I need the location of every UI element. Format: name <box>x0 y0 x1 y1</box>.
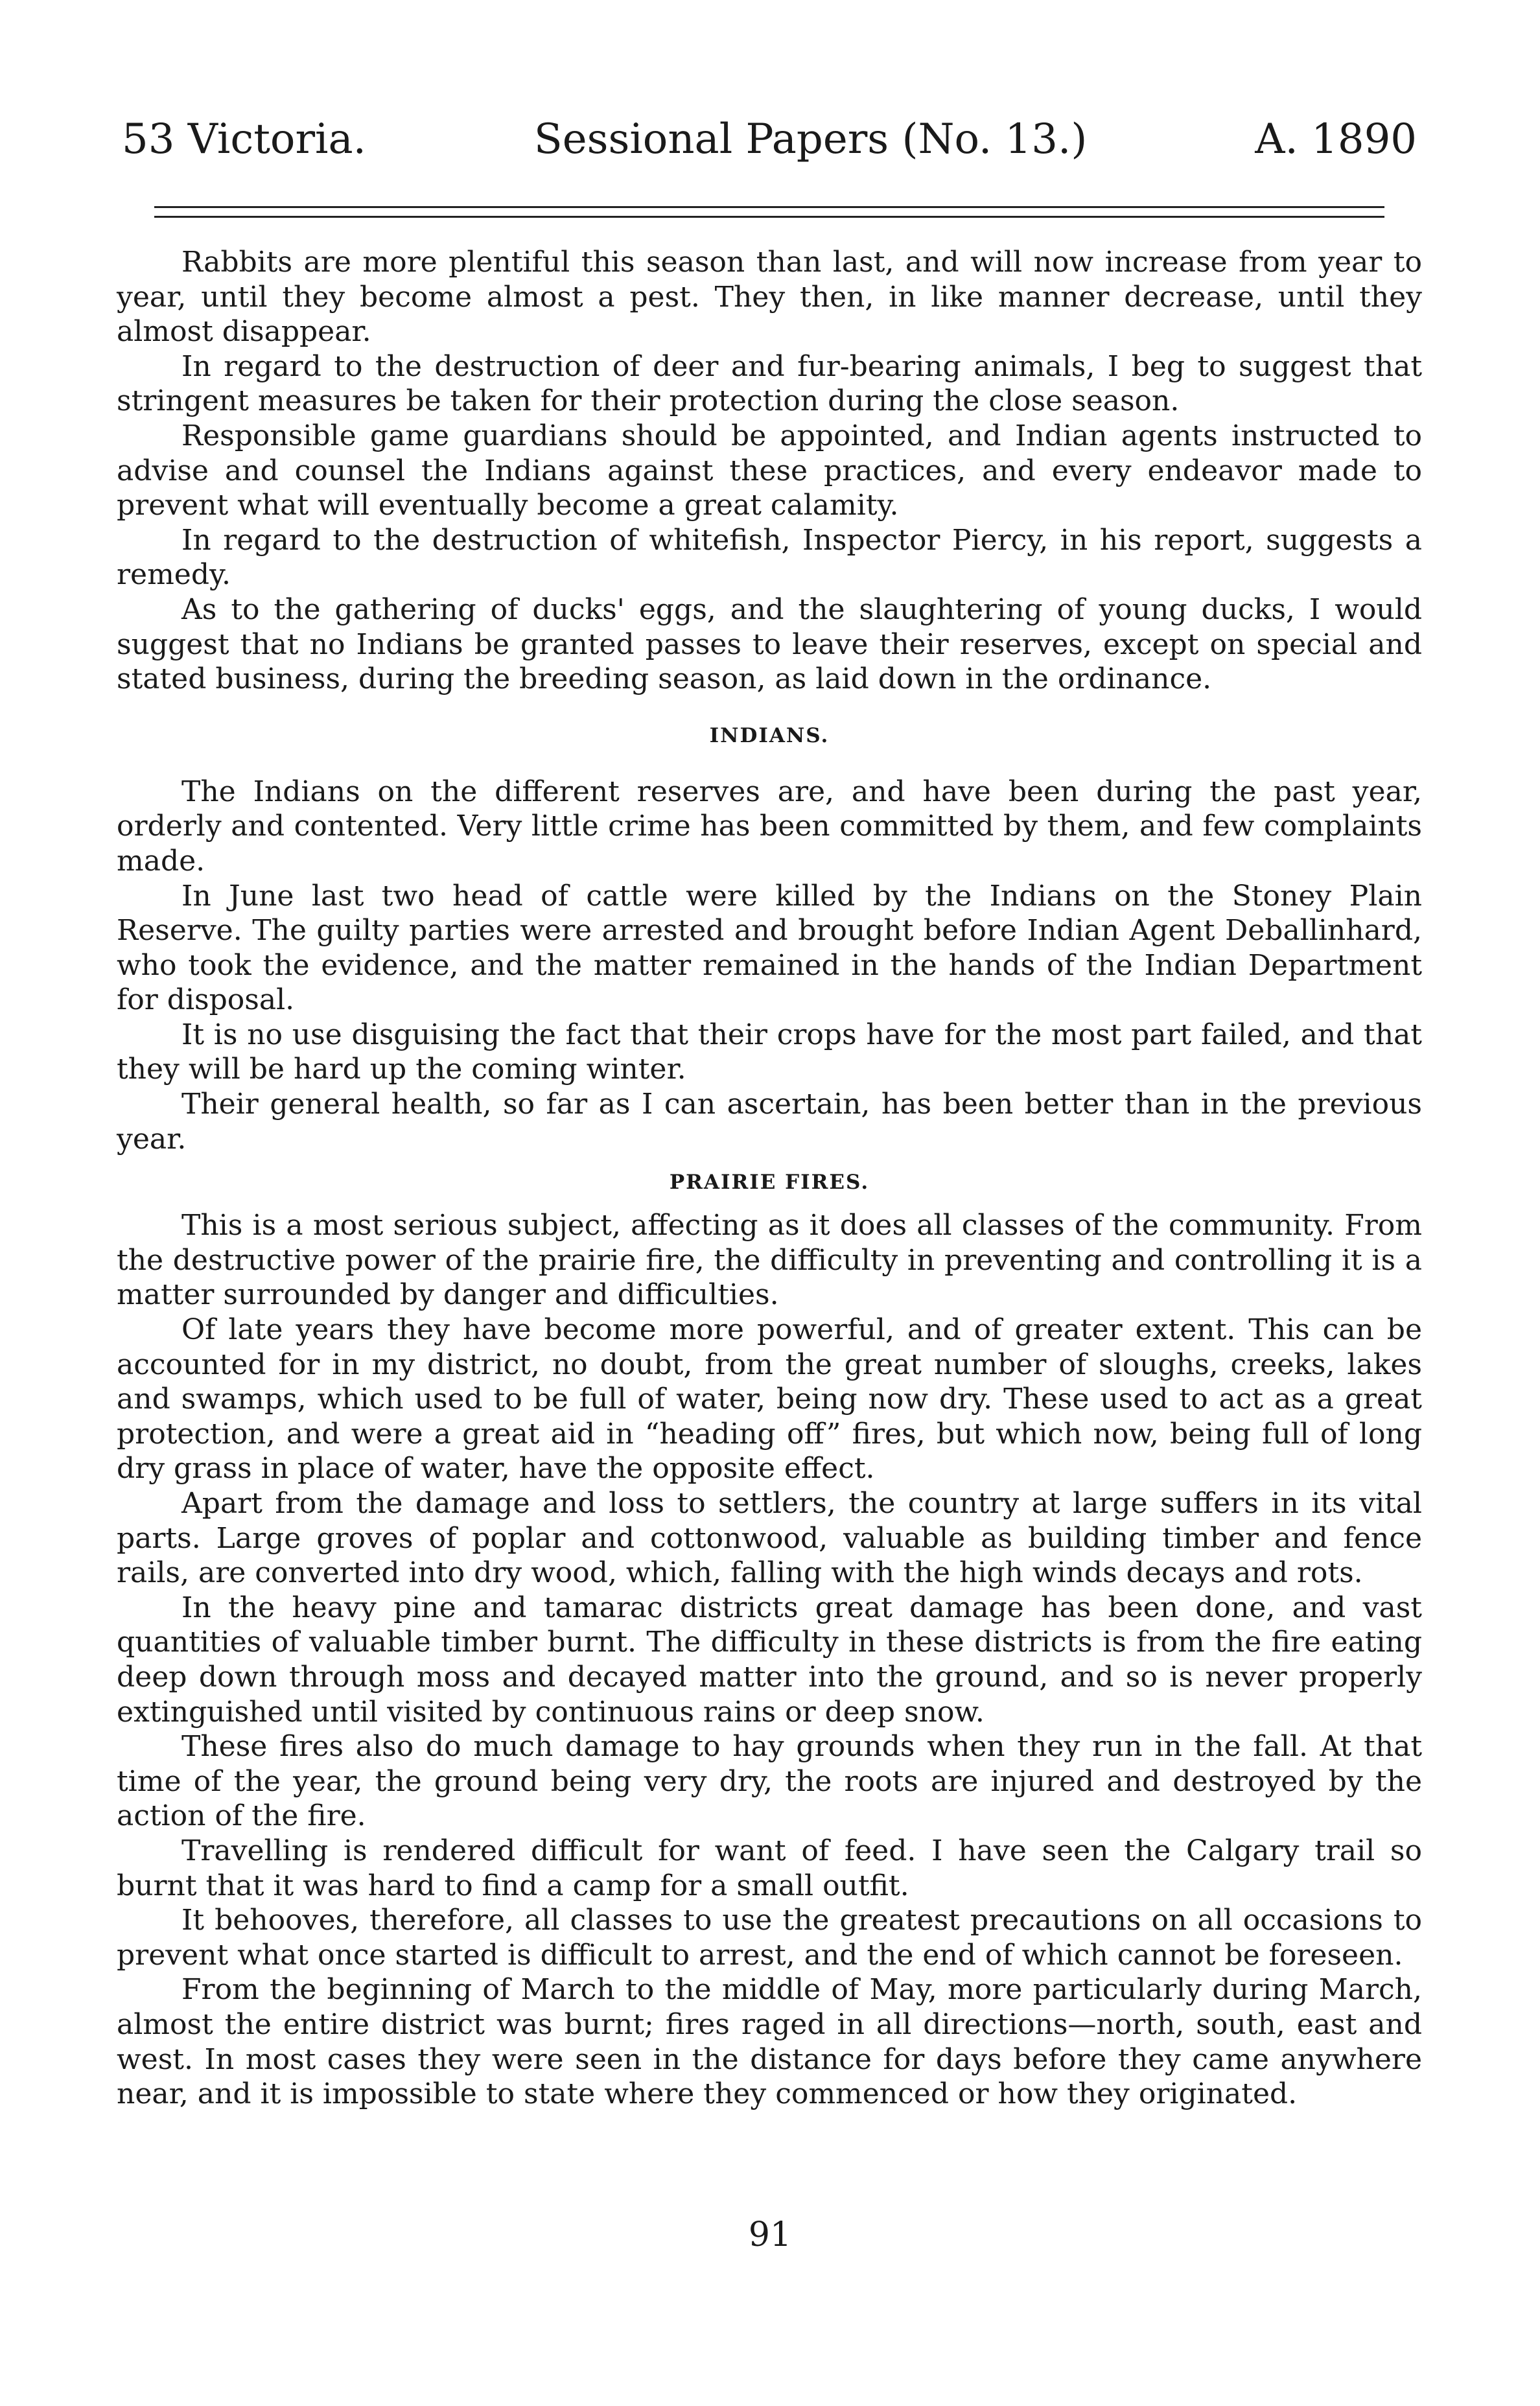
header-session: 53 Victoria. <box>122 115 366 163</box>
header-year: A. 1890 <box>1255 115 1417 163</box>
header-rule-bottom <box>154 216 1384 218</box>
paragraph: Responsible game guardians should be appointed, and Indian agents instructed to advise and counsel the Indians against these practices, and every endeavor made to prevent what will eventually become a great calamity. <box>117 419 1422 522</box>
header-double-rule <box>117 206 1422 218</box>
paragraph: It behooves, therefore, all classes to use the greatest precautions on all occasions to prevent what once started is difficult to arrest, and the end of which cannot be foreseen. <box>117 1904 1422 1972</box>
paragraph: Rabbits are more plentiful this season than last, and will now increase from year to year, until they become almost a pest. They then, in like manner decrease, until they almost disappear. <box>117 246 1422 349</box>
paragraph: This is a most serious subject, affecting as it does all classes of the community. From the destructive power of the prairie fire, the difficulty in preventing and controlling it is a matter surrounded by danger and difficulties. <box>117 1209 1422 1312</box>
paragraph: These fires also do much damage to hay grounds when they run in the fall. At that time of the year, the ground being very dry, the roots are injured and destroyed by the action of the fire. <box>117 1730 1422 1833</box>
paragraph: Travelling is rendered difficult for want of feed. I have seen the Calgary trail so burnt that it was hard to find a camp for a small outfit. <box>117 1834 1422 1902</box>
header-rule-top <box>154 206 1384 208</box>
section-heading-prairie-fires: PRAIRIE FIRES. <box>669 1171 870 1195</box>
paragraph: In the heavy pine and tamarac districts great damage has been done, and vast quantities of valuable timber burnt. The difficulty in these districts is from the fire eating deep down through moss and decayed matter into the ground, and so is never properly extinguished until visited by continuous rains or deep snow. <box>117 1591 1422 1729</box>
paragraph: As to the gathering of ducks' eggs, and the slaughtering of young ducks, I would suggest that no Indians be granted passes to leave their reserves, except on special and stated business, during the breeding season, as laid down in the ordinance. <box>117 592 1422 696</box>
paragraph: In regard to the destruction of deer and fur-bearing animals, I beg to suggest that stringent measures be taken for their protection during the close season. <box>117 349 1422 418</box>
header-title: Sessional Papers (No. 13.) <box>533 115 1088 163</box>
paragraph: From the beginning of March to the middle of May, more particularly during March, almost the entire district was burnt; fires raged in all directions—north, south, east and west. In most cases they were seen in the distance for days before they came anywhere near, and it is impossible to state where they commenced or how they originated. <box>117 1973 1422 2111</box>
paragraph: In regard to the destruction of whitefish, Inspector Piercy, in his report, suggests a remedy. <box>117 523 1422 592</box>
paragraph: Of late years they have become more powerful, and of greater extent. This can be accounted for in my district, no doubt, from the great number of sloughs, creeks, lakes and swamps, which used to be full of water, being now dry. These used to act as a great protection, and were a great aid in “heading off” fires, but which now, being full of long dry grass in place of water, have the opposite effect. <box>117 1313 1422 1486</box>
document-page <box>117 110 1422 2112</box>
paragraph: Apart from the damage and loss to settlers, the country at large suffers in its vital parts. Large groves of poplar and cottonwood, valuable as building timber and fence rails, are converted into dry wood, which, falling with the high winds decays and rots. <box>117 1487 1422 1590</box>
page-number: 91 <box>748 2215 792 2254</box>
paragraph: In June last two head of cattle were killed by the Indians on the Stoney Plain Reserve. The guilty parties were arrested and brought before Indian Agent Deballinhard, who took the evidence, and the matter remained in the hands of the Indian Department for disposal. <box>117 879 1422 1017</box>
paragraph: Their general health, so far as I can ascertain, has been better than in the previous year. <box>117 1088 1422 1156</box>
body-text <box>117 245 1422 2112</box>
section-heading-indians: INDIANS. <box>709 723 830 747</box>
paragraph: It is no use disguising the fact that their crops have for the most part failed, and that they will be hard up the coming winter. <box>117 1018 1422 1086</box>
paragraph: The Indians on the different reserves are, and have been during the past year, orderly and contented. Very little crime has been committed by them, and few complaints made. <box>117 775 1422 878</box>
running-header <box>117 110 1422 169</box>
